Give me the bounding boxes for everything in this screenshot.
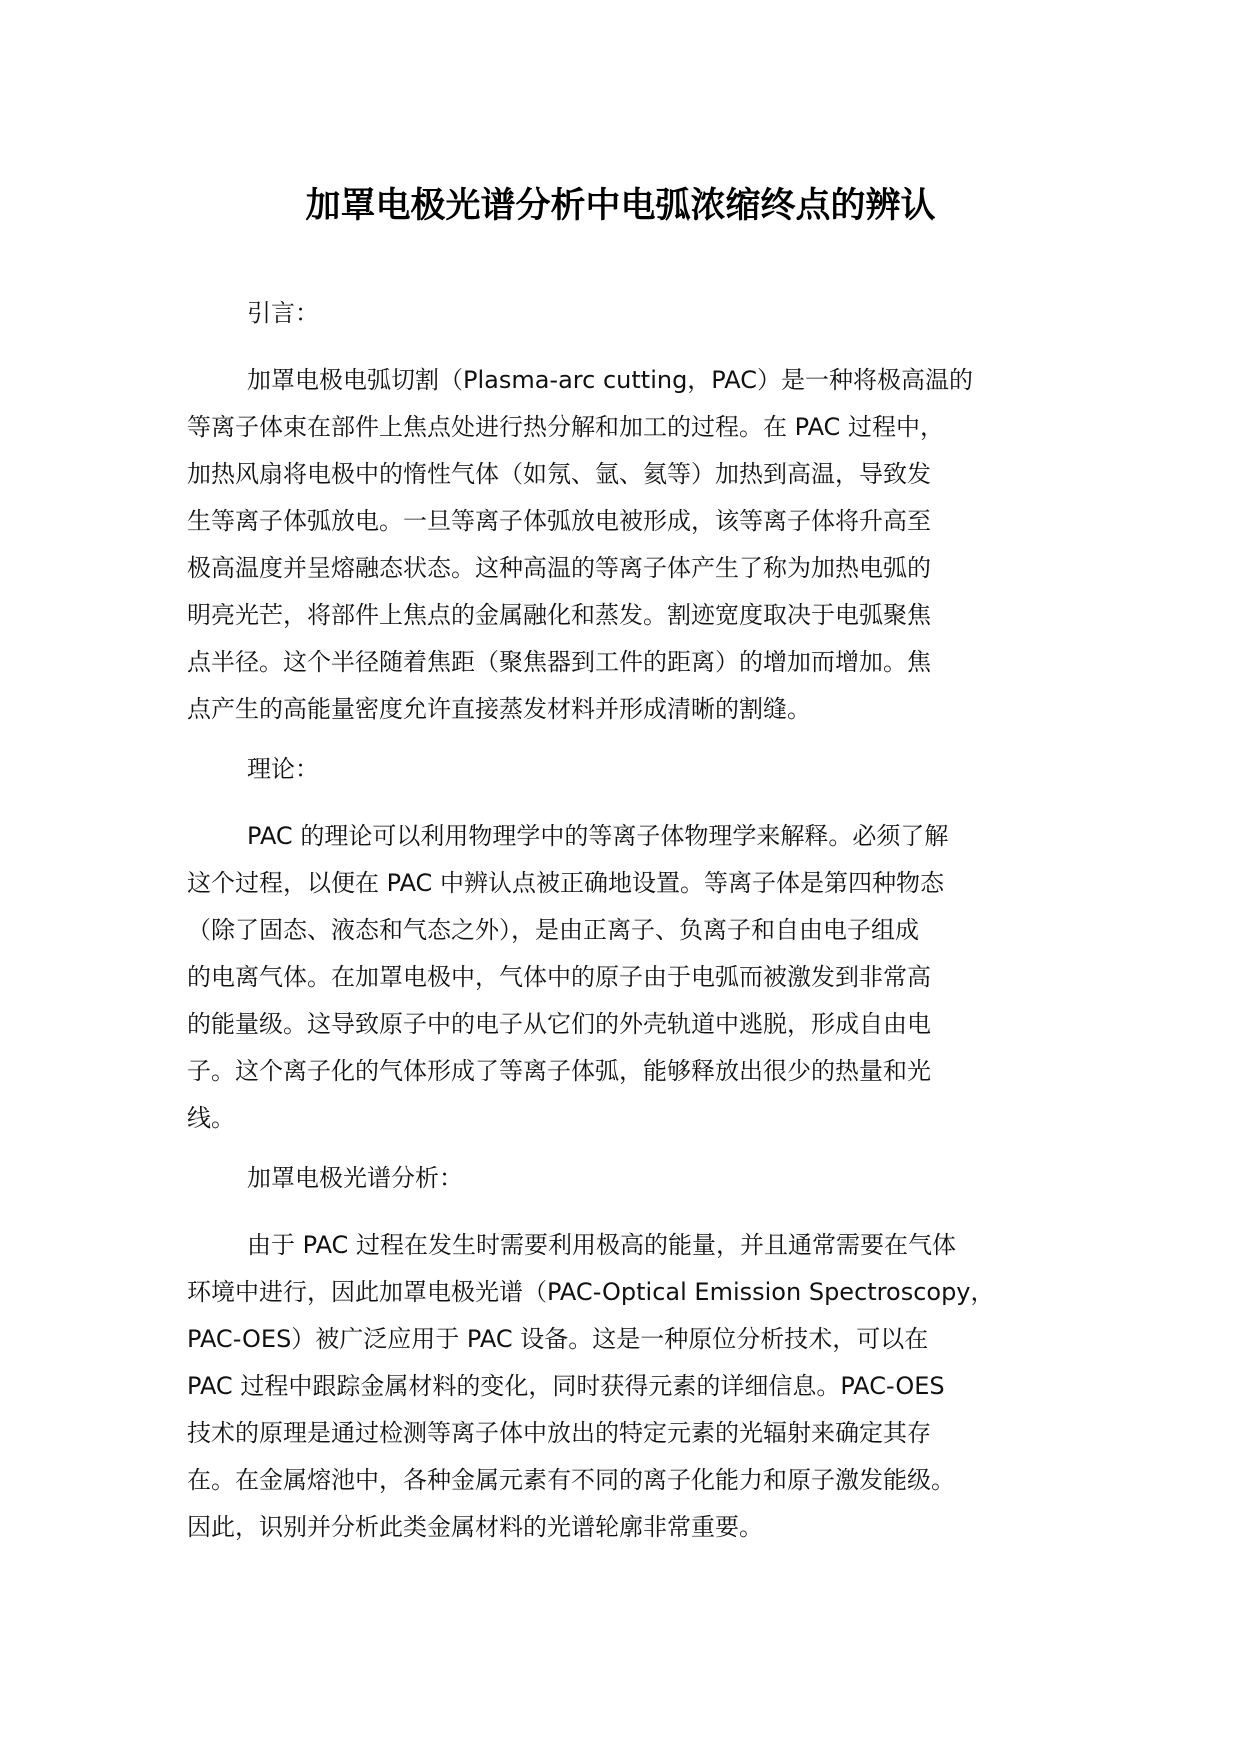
- section-paragraph-spectral-analysis: [187, 1222, 1067, 1551]
- paragraph-line: 极高温度并呈熔融态状态。这种高温的等离子体产生了称为加热电弧的: [187, 554, 931, 582]
- paragraph-line: 线。: [187, 1104, 235, 1132]
- paragraph-line: 明亮光芒，将部件上焦点的金属融化和蒸发。割迹宽度取决于电弧聚焦: [187, 601, 931, 629]
- paragraph-line: 加热风扇将电极中的惰性气体（如氖、氩、氦等）加热到高温，导致发: [187, 460, 931, 488]
- paragraph-line: PAC 的理论可以利用物理学中的等离子体物理学来解释。必须了解: [247, 822, 949, 850]
- paragraph-line: 技术的原理是通过检测等离子体中放出的特定元素的光辐射来确定其存: [187, 1419, 931, 1447]
- document-body: [187, 290, 1067, 1564]
- paragraph-line: 的能量级。这导致原子中的电子从它们的外壳轨道中逃脱，形成自由电: [187, 1010, 931, 1038]
- section-heading-spectral-analysis: 加罩电极光谱分析：: [247, 1164, 463, 1192]
- paragraph-line: （除了固态、液态和气态之外），是由正离子、负离子和自由电子组成: [187, 916, 919, 944]
- paragraph-line: 生等离子体弧放电。一旦等离子体弧放电被形成，该等离子体将升高至: [187, 507, 931, 535]
- section-paragraph-theory: [187, 813, 1067, 1142]
- paragraph-line: 子。这个离子化的气体形成了等离子体弧，能够释放出很少的热量和光: [187, 1057, 931, 1085]
- paragraph-line: 点半径。这个半径随着焦距（聚焦器到工件的距离）的增加而增加。焦: [187, 648, 931, 676]
- paragraph-line: 加罩电极电弧切割（Plasma-arc cutting，PAC）是一种将极高温的: [247, 366, 973, 394]
- section-heading-introduction: 引言：: [247, 299, 319, 327]
- paragraph-line: 点产生的高能量密度允许直接蒸发材料并形成清晰的割缝。: [187, 695, 811, 723]
- paragraph-line: PAC 过程中跟踪金属材料的变化，同时获得元素的详细信息。PAC-OES: [187, 1372, 945, 1400]
- paragraph-line: 由于 PAC 过程在发生时需要利用极高的能量，并且通常需要在气体: [247, 1231, 956, 1259]
- document-title: 加罩电极光谱分析中电弧浓缩终点的辨认: [305, 186, 936, 226]
- paragraph-line: PAC-OES）被广泛应用于 PAC 设备。这是一种原位分析技术，可以在: [187, 1325, 929, 1353]
- paragraph-line: 的电离气体。在加罩电极中，气体中的原子由于电弧而被激发到非常高: [187, 963, 931, 991]
- paragraph-line: 在。在金属熔池中，各种金属元素有不同的离子化能力和原子激发能级。: [187, 1466, 955, 1494]
- paragraph-line: 这个过程，以便在 PAC 中辨认点被正确地设置。等离子体是第四种物态: [187, 869, 944, 897]
- section-paragraph-introduction: [187, 357, 1067, 733]
- paragraph-line: 环境中进行，因此加罩电极光谱（PAC-Optical Emission Spectroscopy，: [187, 1278, 995, 1306]
- paragraph-line: 等离子体束在部件上焦点处进行热分解和加工的过程。在 PAC 过程中，: [187, 413, 944, 441]
- section-heading-theory: 理论：: [247, 755, 319, 783]
- paragraph-line: 因此，识别并分析此类金属材料的光谱轮廓非常重要。: [187, 1513, 763, 1541]
